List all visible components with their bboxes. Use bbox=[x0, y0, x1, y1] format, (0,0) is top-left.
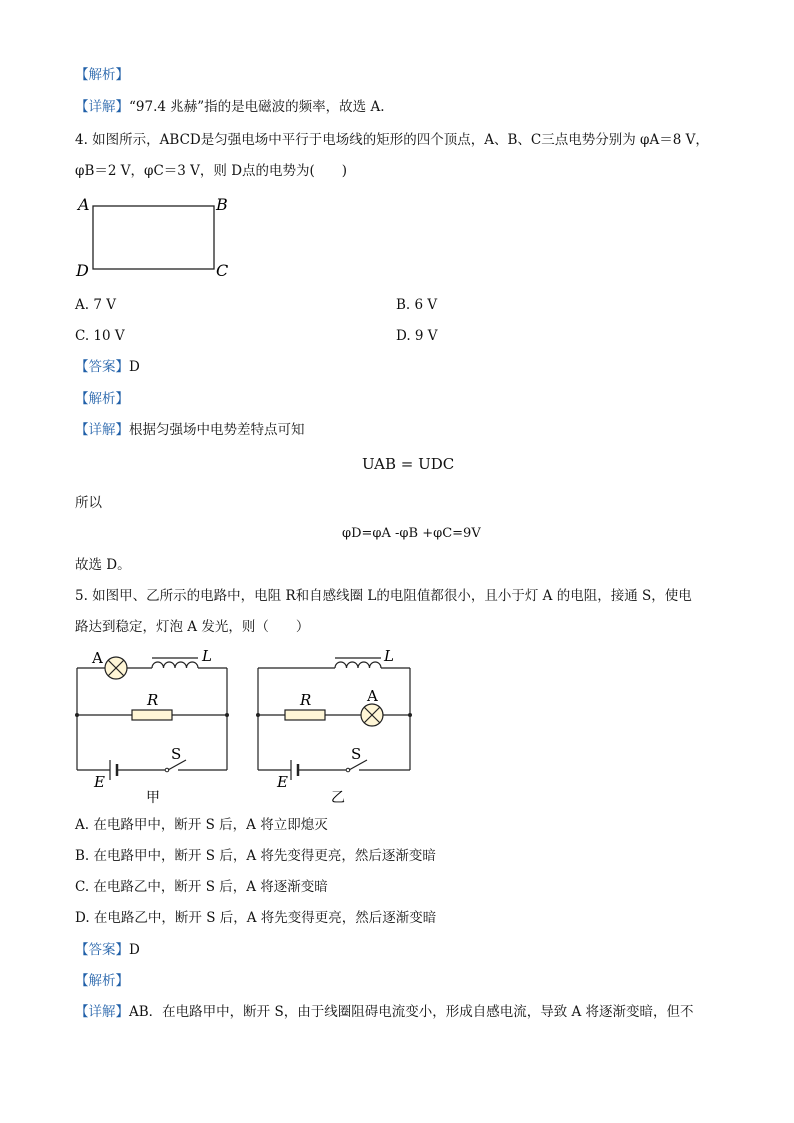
yi-caption: 乙 bbox=[331, 790, 345, 806]
resistor-icon bbox=[285, 710, 325, 720]
circuit-jia bbox=[70, 643, 240, 808]
circuit-yi bbox=[253, 643, 423, 808]
resistor-icon bbox=[132, 710, 172, 720]
prev-detail bbox=[75, 98, 385, 116]
yi-resistor-label: R bbox=[300, 691, 312, 709]
q4-so: 所以 bbox=[75, 495, 102, 511]
battery-icon bbox=[110, 760, 117, 780]
q4-equation-2: φD=φA -φB +φC=9V bbox=[342, 526, 481, 541]
jia-switch-label: S bbox=[171, 745, 182, 763]
q4-label-a: A bbox=[78, 195, 90, 214]
jia-resistor-label: R bbox=[147, 691, 159, 709]
q5-analysis-tag: 【解析】 bbox=[75, 973, 129, 989]
q5-option-a: A. 在电路甲中，断开 S 后，A 将立即熄灭 bbox=[75, 817, 328, 833]
q4-answer bbox=[75, 358, 140, 376]
q4-stem-line1: 4. 如图所示，ABCD是匀强电场中平行于电场线的矩形的四个顶点，A、B、C三点电势分别为 φA＝8 V， bbox=[75, 132, 709, 148]
yi-inductor-label: L bbox=[384, 647, 394, 665]
q5-stem-line1: 5. 如图甲、乙所示的电路中，电阻 R和自感线圈 L的电阻值都很小，且小于灯 A 的电阻，接通 S，使电 bbox=[75, 588, 692, 604]
q4-conclusion: 故选 D。 bbox=[75, 557, 131, 573]
q4-detail bbox=[75, 421, 305, 439]
q5-answer bbox=[75, 941, 140, 959]
q4-label-b: B bbox=[216, 195, 228, 214]
lamp-icon bbox=[105, 657, 127, 679]
q4-option-c: C. 10 V bbox=[75, 328, 125, 344]
jia-inductor-label: L bbox=[202, 647, 212, 665]
q4-detail-tag: 【详解】 bbox=[75, 422, 129, 438]
q5-answer-tag: 【答案】 bbox=[75, 942, 129, 958]
q4-detail-text: 根据匀强场中电势差特点可知 bbox=[129, 422, 305, 438]
q5-detail-text: AB．在电路甲中，断开 S，由于线圈阻碍电流变小，形成自感电流，导致 A 将逐渐变暗，但不 bbox=[129, 1004, 694, 1020]
q4-label-d: D bbox=[76, 261, 89, 280]
q5-answer-value: D bbox=[129, 942, 140, 958]
q5-option-c: C. 在电路乙中，断开 S 后，A 将逐渐变暗 bbox=[75, 879, 328, 895]
q5-option-d: D. 在电路乙中，断开 S 后，A 将先变得更亮，然后逐渐变暗 bbox=[75, 910, 437, 926]
q5-option-b: B. 在电路甲中，断开 S 后，A 将先变得更亮，然后逐渐变暗 bbox=[75, 848, 436, 864]
analysis-tag: 【解析】 bbox=[75, 67, 129, 83]
q4-rectangle bbox=[93, 206, 214, 269]
battery-icon bbox=[291, 760, 298, 780]
q5-detail-tag: 【详解】 bbox=[75, 1004, 129, 1020]
q4-label-c: C bbox=[216, 261, 229, 280]
q4-option-d: D. 9 V bbox=[396, 328, 438, 344]
answer-tag: 【答案】 bbox=[75, 359, 129, 375]
q4-equation-1: UAB = UDC bbox=[362, 455, 455, 473]
inductor-icon bbox=[335, 658, 381, 668]
yi-battery-label: E bbox=[277, 773, 288, 791]
q4-stem-line2: φB＝2 V，φC＝3 V，则 D点的电势为( ) bbox=[75, 163, 348, 179]
q4-rectangle-figure bbox=[70, 190, 240, 285]
yi-lamp-label: A bbox=[367, 687, 378, 705]
q4-option-b: B. 6 V bbox=[396, 297, 438, 313]
q5-stem-line2: 路达到稳定，灯泡 A 发光，则（ ） bbox=[75, 619, 310, 635]
q5-detail bbox=[75, 1003, 694, 1021]
jia-lamp-label: A bbox=[92, 649, 103, 667]
jia-battery-label: E bbox=[94, 773, 105, 791]
inductor-icon bbox=[152, 658, 198, 668]
q4-answer-value: D bbox=[129, 359, 140, 375]
jia-caption: 甲 bbox=[146, 790, 160, 806]
yi-switch-label: S bbox=[351, 745, 362, 763]
lamp-icon bbox=[361, 704, 383, 726]
q4-analysis-tag: 【解析】 bbox=[75, 391, 129, 407]
detail-tag: 【详解】 bbox=[75, 99, 129, 115]
q4-option-a: A. 7 V bbox=[75, 297, 116, 313]
prev-detail-text: “97.4 兆赫”指的是电磁波的频率，故选 A. bbox=[129, 99, 385, 115]
